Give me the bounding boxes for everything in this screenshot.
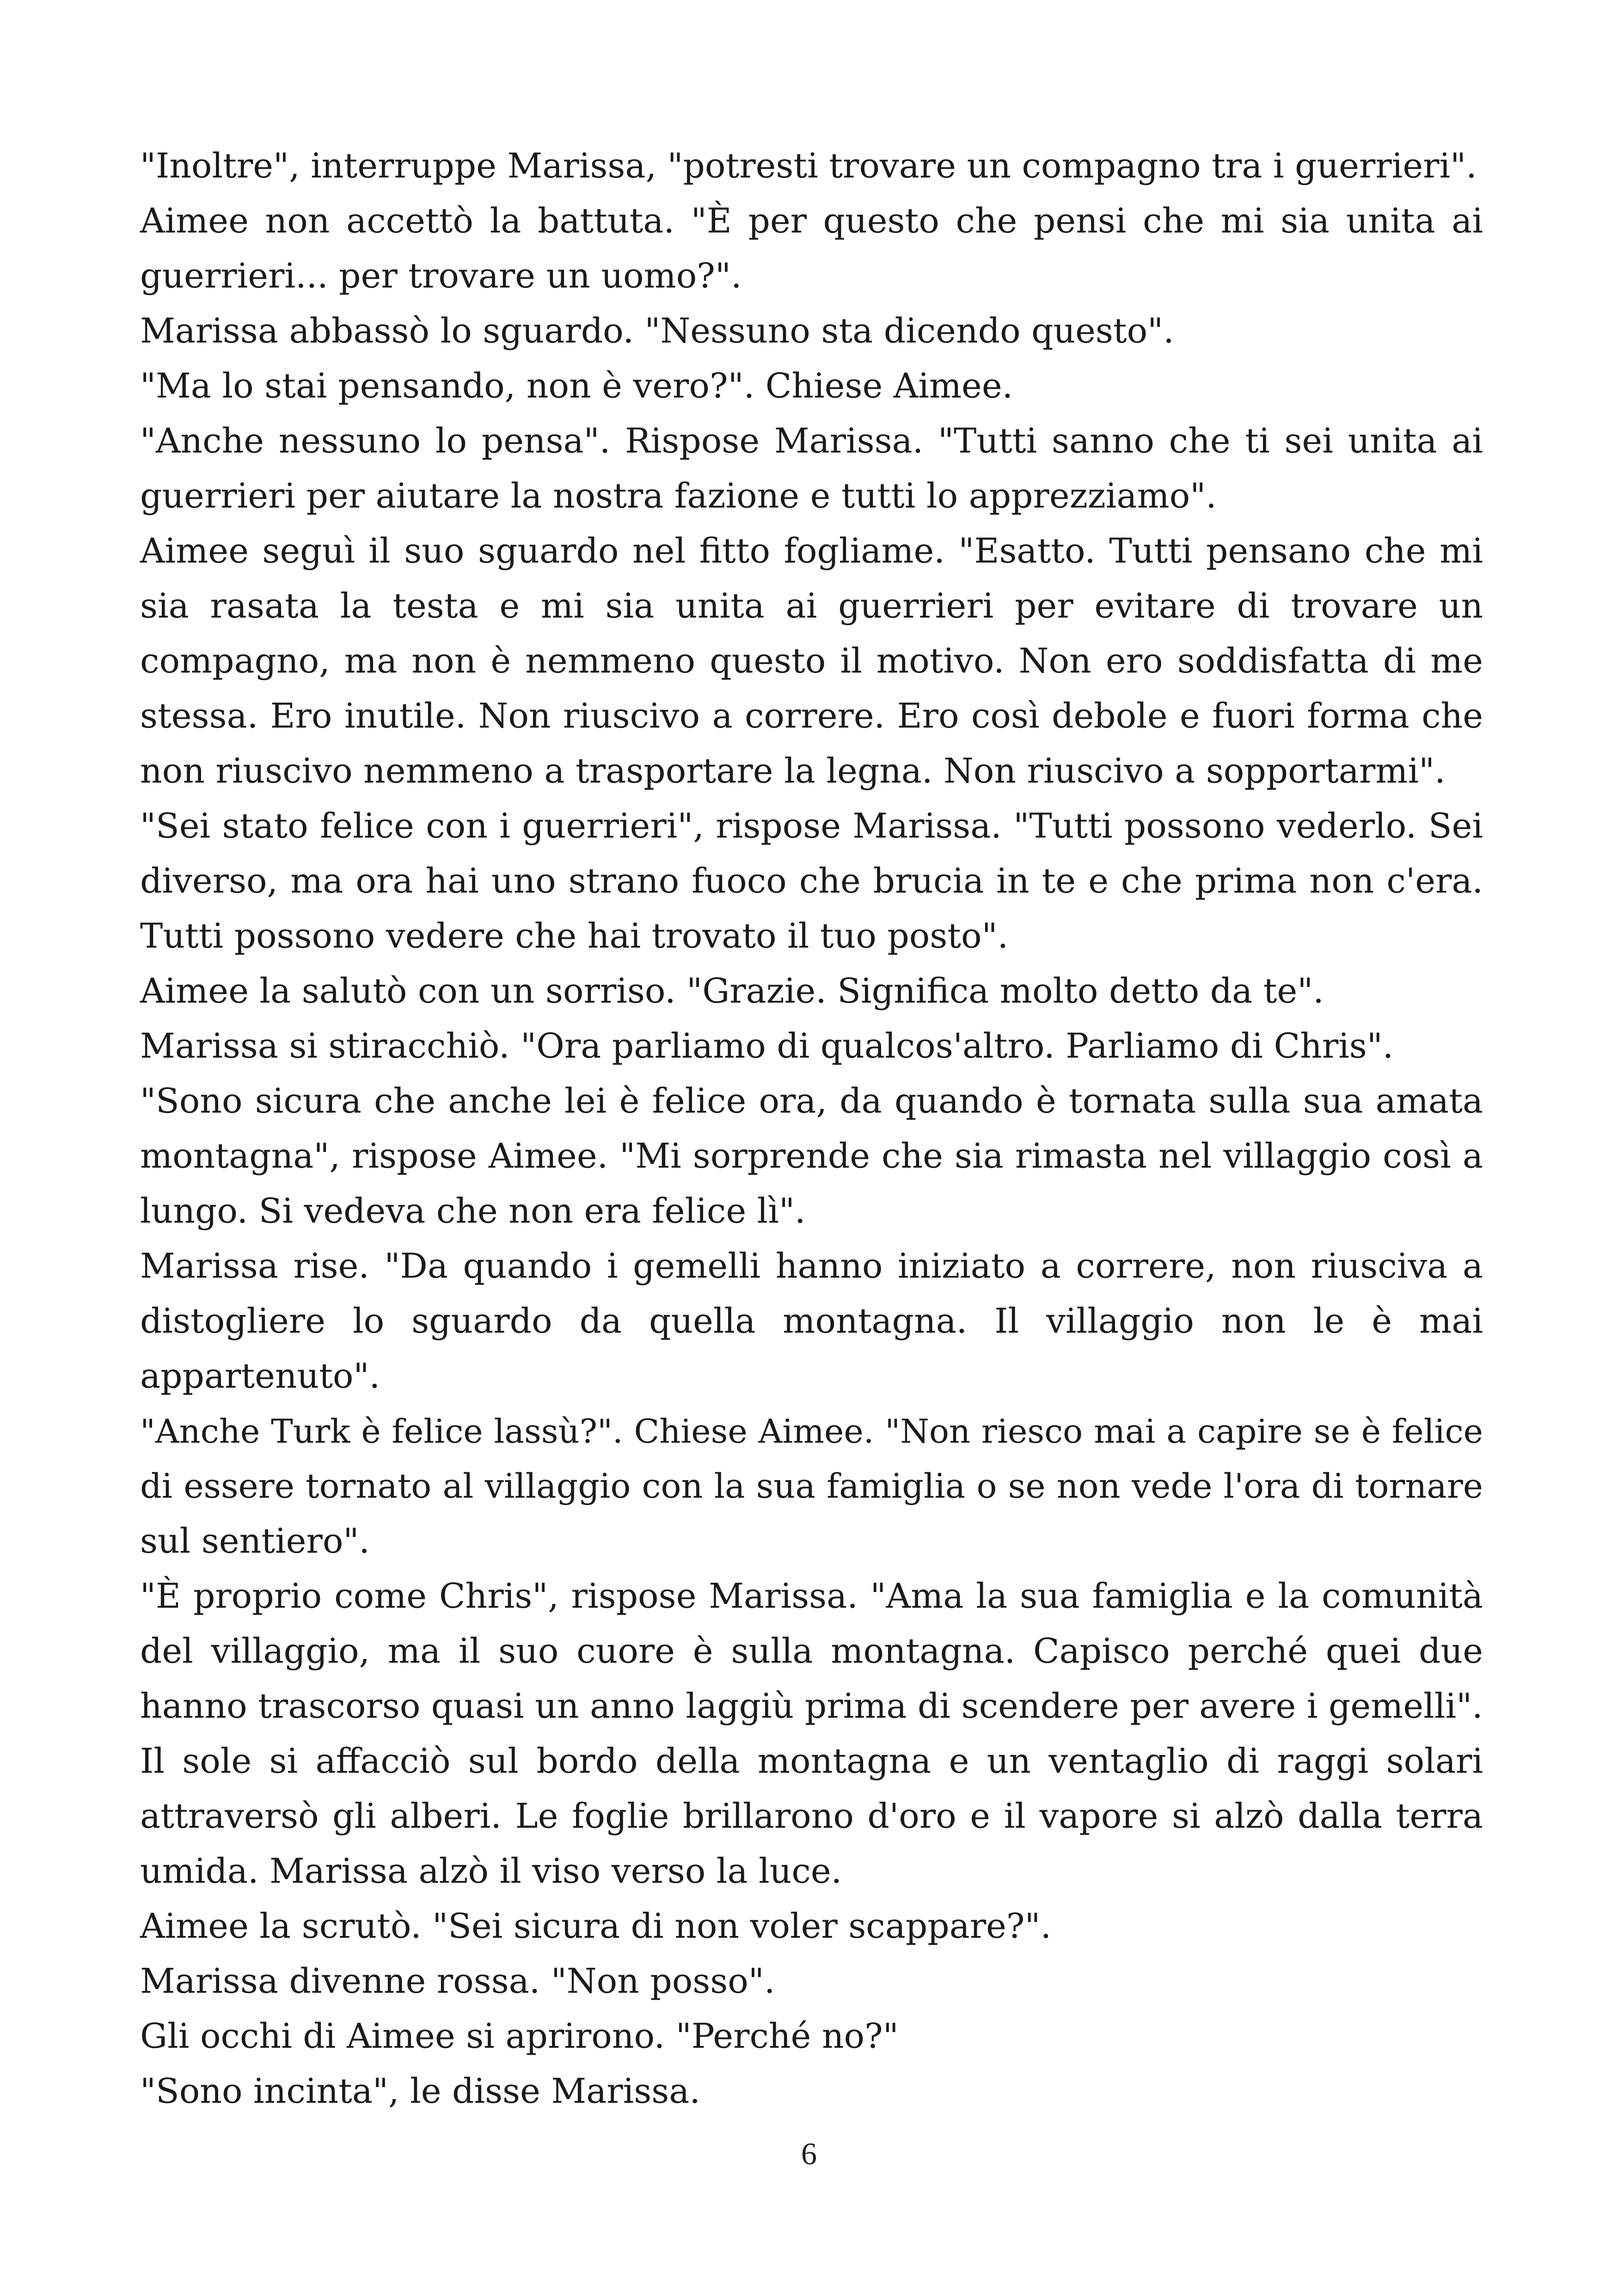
text-line: Aimee seguì il suo sguardo nel fitto fogliame. "Esatto. Tutti pensano che mi <box>140 531 1483 571</box>
text-line: Aimee la salutò con un sorriso. "Grazie. Significa molto detto da te". <box>140 971 1324 1011</box>
text-line: stessa. Ero inutile. Non riuscivo a correre. Ero così debole e fuori forma che <box>140 696 1483 736</box>
page-number: 6 <box>801 2136 817 2171</box>
text-line: "Sei stato felice con i guerrieri", rispose Marissa. "Tutti possono vederlo. Sei <box>140 806 1483 846</box>
paragraph <box>140 2064 1483 2119</box>
text-line: montagna", rispose Aimee. "Mi sorprende che sia rimasta nel villaggio così a <box>140 1136 1483 1176</box>
text-line: Marissa divenne rossa. "Non posso". <box>140 1961 775 2001</box>
paragraph <box>140 194 1483 304</box>
paragraph <box>140 799 1483 964</box>
text-line: del villaggio, ma il suo cuore è sulla montagna. Capisco perché quei due <box>140 1631 1483 1671</box>
text-line: attraversò gli alberi. Le foglie brillarono d'oro e il vapore si alzò dalla terra <box>140 1796 1483 1836</box>
text-line: guerrieri... per trovare un uomo?". <box>140 256 742 296</box>
text-line: non riuscivo nemmeno a trasportare la legna. Non riuscivo a sopportarmi". <box>140 751 1446 791</box>
paragraph <box>140 359 1483 414</box>
text-line: umida. Marissa alzò il viso verso la luce. <box>140 1851 842 1891</box>
paragraph <box>140 139 1483 194</box>
text-line: Marissa abbassò lo sguardo. "Nessuno sta dicendo questo". <box>140 311 1174 351</box>
paragraph <box>140 2009 1483 2064</box>
text-line: lungo. Si vedeva che non era felice lì". <box>140 1191 806 1231</box>
text-line: appartenuto". <box>140 1356 380 1396</box>
text-line: sia rasata la testa e mi sia unita ai guerrieri per evitare di trovare un <box>140 586 1483 626</box>
paragraph <box>140 1074 1483 1239</box>
text-line: di essere tornato al villaggio con la sua famiglia o se non vede l'ora di tornare <box>140 1467 1483 1506</box>
text-line: "Inoltre", interruppe Marissa, "potresti trovare un compagno tra i guerrieri". <box>140 146 1477 186</box>
text-line: distogliere lo sguardo da quella montagna. Il villaggio non le è mai <box>140 1301 1483 1341</box>
body-text <box>140 139 1483 2119</box>
text-line: "Sono incinta", le disse Marissa. <box>140 2071 700 2111</box>
text-line: Gli occhi di Aimee si aprirono. "Perché no?" <box>140 2016 899 2056</box>
text-line: "È proprio come Chris", rispose Marissa. "Ama la sua famiglia e la comunità <box>140 1576 1483 1616</box>
text-line: Il sole si affacciò sul bordo della montagna e un ventaglio di raggi solari <box>140 1741 1483 1781</box>
paragraph <box>140 524 1483 799</box>
text-line: "Anche nessuno lo pensa". Rispose Marissa. "Tutti sanno che ti sei unita ai <box>140 421 1483 461</box>
paragraph <box>140 1954 1483 2009</box>
paragraph <box>140 1404 1483 1569</box>
paragraph <box>140 1899 1483 1954</box>
paragraph <box>140 1734 1483 1899</box>
paragraph <box>140 964 1483 1019</box>
paragraph <box>140 1569 1483 1734</box>
text-line: guerrieri per aiutare la nostra fazione e tutti lo apprezziamo". <box>140 476 1217 516</box>
paragraph <box>140 1019 1483 1074</box>
text-line: "Sono sicura che anche lei è felice ora, da quando è tornata sulla sua amata <box>140 1081 1483 1121</box>
text-line: Tutti possono vedere che hai trovato il tuo posto". <box>140 916 1009 956</box>
text-line: Aimee la scrutò. "Sei sicura di non voler scappare?". <box>140 1906 1052 1946</box>
text-line: compagno, ma non è nemmeno questo il motivo. Non ero soddisfatta di me <box>140 641 1483 681</box>
paragraph <box>140 414 1483 524</box>
text-line: "Anche Turk è felice lassù?". Chiese Aimee. "Non riesco mai a capire se è felice <box>140 1412 1483 1451</box>
text-line: sul sentiero". <box>140 1521 370 1561</box>
paragraph <box>140 304 1483 359</box>
text-line: "Ma lo stai pensando, non è vero?". Chiese Aimee. <box>140 366 1013 406</box>
text-line: Aimee non accettò la battuta. "È per questo che pensi che mi sia unita ai <box>140 201 1483 241</box>
paragraph <box>140 1239 1483 1404</box>
text-line: hanno trascorso quasi un anno laggiù prima di scendere per avere i gemelli". <box>140 1686 1483 1726</box>
text-line: Marissa rise. "Da quando i gemelli hanno iniziato a correre, non riusciva a <box>140 1246 1483 1286</box>
text-line: Marissa si stiracchiò. "Ora parliamo di qualcos'altro. Parliamo di Chris". <box>140 1026 1394 1066</box>
text-line: diverso, ma ora hai uno strano fuoco che brucia in te e che prima non c'era. <box>140 861 1483 901</box>
